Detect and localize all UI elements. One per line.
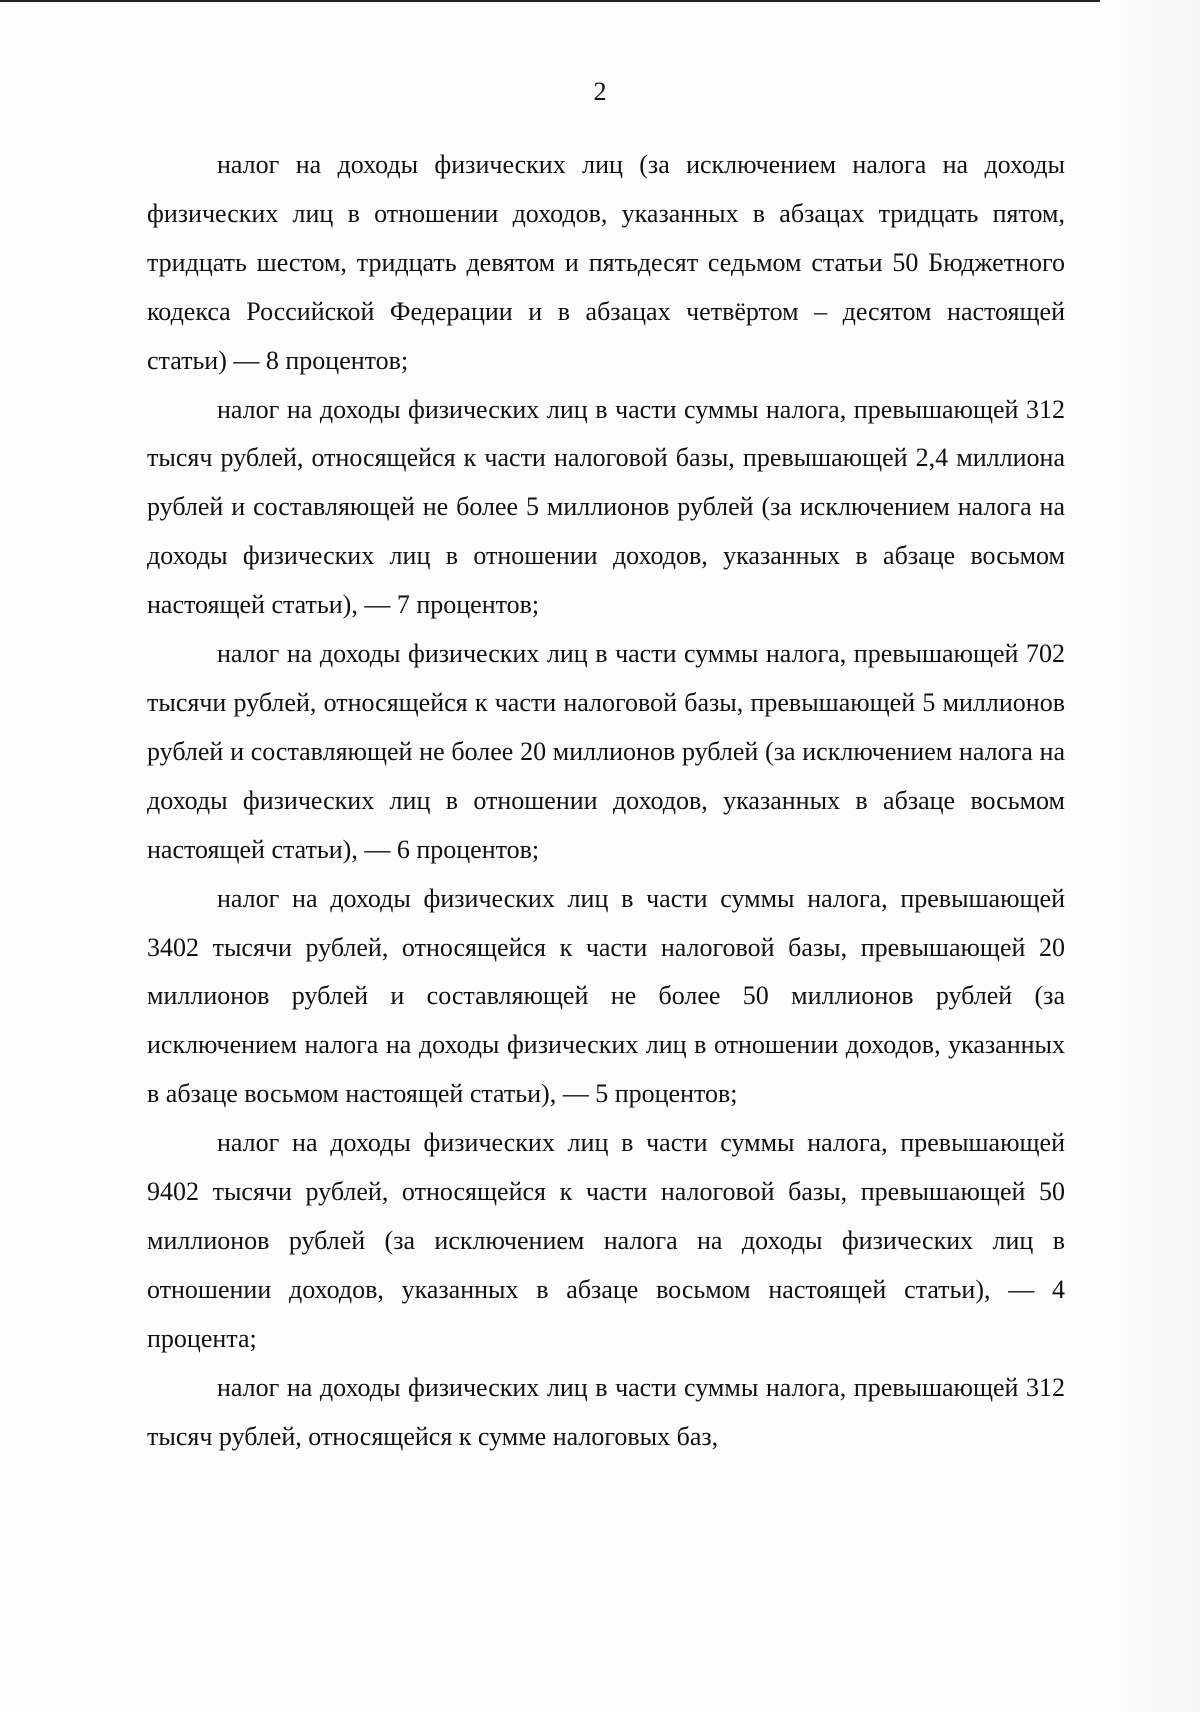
paragraph-3: налог на доходы физических лиц в части суммы налога, превышающей 702 тысячи рублей, относящейся к части налоговой базы, превышающей 5 миллионов рублей и составляющей не более 20 миллионов рублей (за исключением налога на доходы физических лиц в отношении доходов, указанных в абзаце восьмом настоящей статьи), — 6 процентов;	[147, 639, 1065, 864]
scan-right-shade	[1100, 0, 1200, 1712]
scan-top-edge	[0, 0, 1100, 2]
paragraph-1: налог на доходы физических лиц (за исключением налога на доходы физических лиц в отношении доходов, указанных в абзацах тридцать пятом, тридцать шестом, тридцать девятом и пятьдесят седьмом статьи 50 Бюджетного кодекса Российской Федерации и в абзацах четвёртом – десятом настоящей статьи) — 8 процентов;	[147, 150, 1065, 375]
paragraph-2: налог на доходы физических лиц в части суммы налога, превышающей 312 тысяч рублей, относящейся к части налоговой базы, превышающей 2,4 миллиона рублей и составляющей не более 5 миллионов рублей (за исключением налога на доходы физических лиц в отношении доходов, указанных в абзаце восьмом настоящей статьи), — 7 процентов;	[147, 394, 1065, 620]
paragraph-4: налог на доходы физических лиц в части суммы налога, превышающей 3402 тысячи рублей, относящейся к части налоговой базы, превышающей 20 миллионов рублей и составляющей не более 50 миллионов рублей (за исключением налога на доходы физических лиц в отношении доходов, указанных в абзаце восьмом настоящей статьи), — 5 процентов;	[147, 883, 1065, 1109]
paragraph-5: налог на доходы физических лиц в части суммы налога, превышающей 9402 тысячи рублей, относящейся к части налоговой базы, превышающей 50 миллионов рублей (за исключением налога на доходы физических лиц в отношении доходов, указанных в абзаце восьмом настоящей статьи), — 4 процента;	[147, 1128, 1065, 1353]
document-body	[147, 141, 1065, 1461]
page-number: 2	[593, 77, 607, 106]
paragraph-6: налог на доходы физических лиц в части суммы налога, превышающей 312 тысяч рублей, относящейся к сумме налоговых баз,	[147, 1372, 1065, 1451]
